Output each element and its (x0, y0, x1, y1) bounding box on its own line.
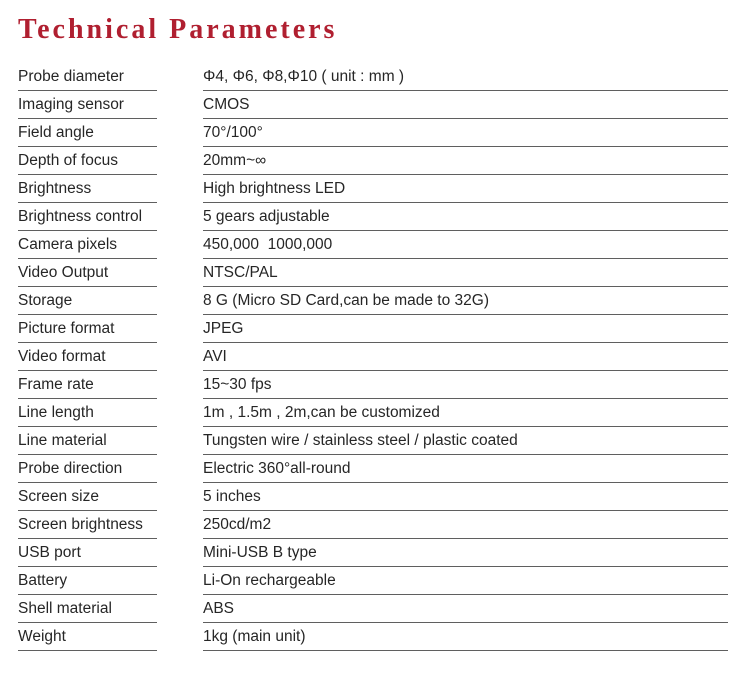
row-value: 450,000 1000,000 (203, 231, 728, 259)
row-value: 1m , 1.5m , 2m,can be customized (203, 399, 728, 427)
row-label: Frame rate (18, 371, 157, 399)
table-row (0, 371, 750, 399)
row-label: Weight (18, 623, 157, 651)
row-value: CMOS (203, 91, 728, 119)
table-row (0, 595, 750, 623)
spec-table (0, 63, 750, 651)
row-label: Storage (18, 287, 157, 315)
table-row (0, 119, 750, 147)
row-value: 8 G (Micro SD Card,can be made to 32G) (203, 287, 728, 315)
row-label: Depth of focus (18, 147, 157, 175)
row-value: 20mm~∞ (203, 147, 728, 175)
row-value: 5 gears adjustable (203, 203, 728, 231)
row-label: Line length (18, 399, 157, 427)
row-label: Probe direction (18, 455, 157, 483)
table-row (0, 399, 750, 427)
page-title: Technical Parameters (18, 14, 338, 45)
table-row (0, 91, 750, 119)
row-label: USB port (18, 539, 157, 567)
row-value: JPEG (203, 315, 728, 343)
row-value: High brightness LED (203, 175, 728, 203)
table-row (0, 315, 750, 343)
row-value: 250cd/m2 (203, 511, 728, 539)
row-value: Tungsten wire / stainless steel / plastic coated (203, 427, 728, 455)
table-row (0, 287, 750, 315)
row-value: NTSC/PAL (203, 259, 728, 287)
row-label: Screen brightness (18, 511, 157, 539)
table-row (0, 63, 750, 91)
table-row (0, 539, 750, 567)
row-label: Picture format (18, 315, 157, 343)
table-row (0, 567, 750, 595)
row-value: Φ4, Φ6, Φ8,Φ10 ( unit : mm ) (203, 63, 728, 91)
row-value: Mini-USB B type (203, 539, 728, 567)
table-row (0, 455, 750, 483)
row-value: 15~30 fps (203, 371, 728, 399)
row-value: ABS (203, 595, 728, 623)
table-row (0, 511, 750, 539)
row-label: Line material (18, 427, 157, 455)
table-row (0, 175, 750, 203)
row-label: Field angle (18, 119, 157, 147)
row-label: Video format (18, 343, 157, 371)
row-value: 70°/100° (203, 119, 728, 147)
table-row (0, 623, 750, 651)
row-label: Screen size (18, 483, 157, 511)
row-value: AVI (203, 343, 728, 371)
row-label: Probe diameter (18, 63, 157, 91)
row-label: Battery (18, 567, 157, 595)
table-row (0, 231, 750, 259)
row-label: Brightness control (18, 203, 157, 231)
table-row (0, 147, 750, 175)
row-label: Brightness (18, 175, 157, 203)
row-label: Imaging sensor (18, 91, 157, 119)
row-label: Shell material (18, 595, 157, 623)
table-row (0, 483, 750, 511)
table-row (0, 427, 750, 455)
row-value: 1kg (main unit) (203, 623, 728, 651)
row-value: Li-On rechargeable (203, 567, 728, 595)
table-row (0, 203, 750, 231)
table-row (0, 343, 750, 371)
row-label: Camera pixels (18, 231, 157, 259)
table-row (0, 259, 750, 287)
row-value: Electric 360°all-round (203, 455, 728, 483)
row-label: Video Output (18, 259, 157, 287)
row-value: 5 inches (203, 483, 728, 511)
